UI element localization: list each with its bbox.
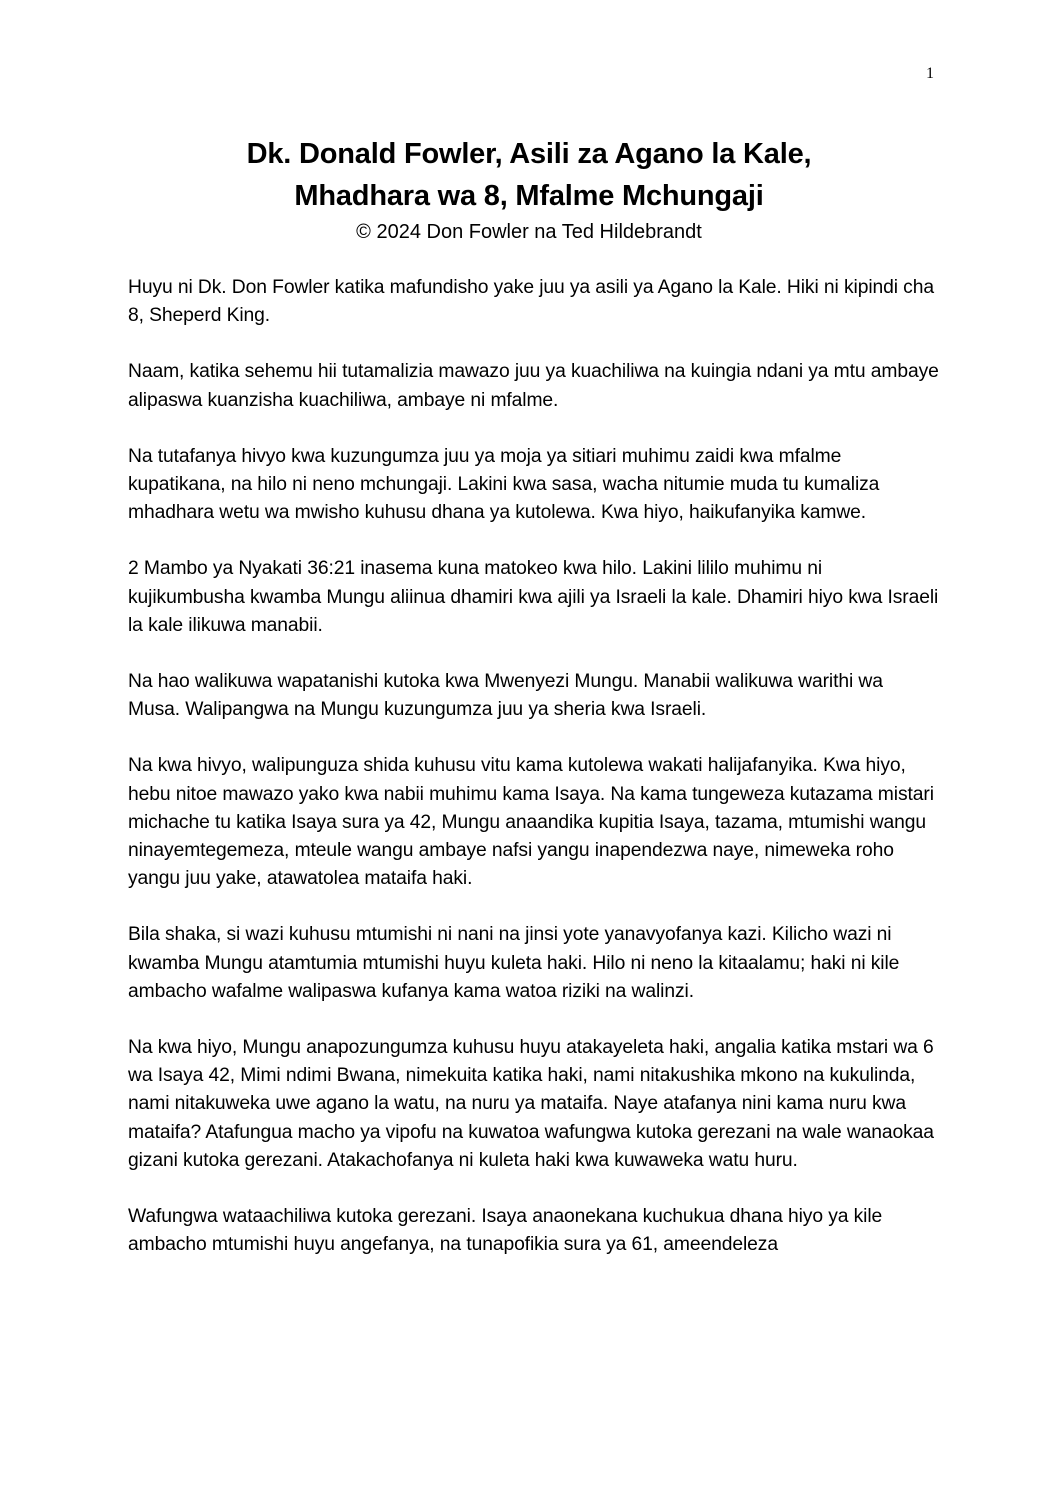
paragraph-5: Na hao walikuwa wapatanishi kutoka kwa Mwenyezi Mungu. Manabii walikuwa warithi wa Musa. Walipangwa na Mungu kuzungumza juu ya sheria kwa Israeli. xyxy=(128,671,883,721)
title-block xyxy=(128,133,930,247)
paragraph-7: Bila shaka, si wazi kuhusu mtumishi ni nani na jinsi yote yanavyofanya kazi. Kilicho wazi ni kwamba Mungu atamtumia mtumishi huyu kuleta haki. Hilo ni neno la kitaalamu; haki ni kile ambacho wafalme walipaswa kufanya kama watoa riziki na walinzi. xyxy=(128,924,900,1002)
paragraph-2: Naam, katika sehemu hii tutamalizia mawazo juu ya kuachiliwa na kuingia ndani ya mtu ambaye alipaswa kuanzisha kuachiliwa, ambaye ni mfalme. xyxy=(128,361,939,411)
body-text xyxy=(128,274,940,1287)
page-number: 1 xyxy=(926,65,934,82)
copyright-line: © 2024 Don Fowler na Ted Hildebrandt xyxy=(356,221,702,243)
paragraph-4: 2 Mambo ya Nyakati 36:21 inasema kuna matokeo kwa hilo. Lakini lililo muhimu ni kujikumbusha kwamba Mungu aliinua dhamiri kwa ajili ya Israeli la kale. Dhamiri hiyo kwa Israeli la kale ilikuwa manabii. xyxy=(128,558,939,636)
title-line-1: Dk. Donald Fowler, Asili za Agano la Kale, xyxy=(246,138,812,170)
paragraph-6: Na kwa hivyo, walipunguza shida kuhusu vitu kama kutolewa wakati halijafanyika. Kwa hiyo, hebu nitoe mawazo yako kwa nabii muhimu kama Isaya. Na kama tungeweza kutazama mistari michache tu katika Isaya sura ya 42, Mungu anaandika kupitia Isaya, tazama, mtumishi wangu ninayemtegemeza, mteule wangu ambaye nafsi yangu inapendezwa naye, nimeweka roho yangu juu yake, atawatolea mataifa haki. xyxy=(128,755,934,890)
title-line-2: Mhadhara wa 8, Mfalme Mchungaji xyxy=(294,180,764,212)
paragraph-1: Huyu ni Dk. Don Fowler katika mafundisho yake juu ya asili ya Agano la Kale. Hiki ni kipindi cha 8, Sheperd King. xyxy=(128,277,934,327)
paragraph-9: Wafungwa wataachiliwa kutoka gerezani. Isaya anaonekana kuchukua dhana hiyo ya kile ambacho mtumishi huyu angefanya, na tunapofikia sura ya 61, ameendeleza xyxy=(128,1206,883,1256)
paragraph-8: Na kwa hiyo, Mungu anapozungumza kuhusu huyu atakayeleta haki, angalia katika mstari wa 6 wa Isaya 42, Mimi ndimi Bwana, nimekuita katika haki, nami nitakushika mkono na kukulinda, nami nitakuweka uwe agano la watu, na nuru ya mataifa. Naye atafanya nini kama nuru kwa mataifa? Atafungua macho ya vipofu na kuwatoa wafungwa kutoka gerezani na wale wanaokaa gizani kutoka gerezani. Atakachofanya ni kuleta haki kwa kuwaweka watu huru. xyxy=(128,1037,934,1171)
paragraph-3: Na tutafanya hivyo kwa kuzungumza juu ya moja ya sitiari muhimu zaidi kwa mfalme kupatikana, na hilo ni neno mchungaji. Lakini kwa sasa, wacha nitumie muda tu kumaliza mhadhara wetu wa mwisho kuhusu dhana ya kutolewa. Kwa hiyo, haikufanyika kamwe. xyxy=(128,445,880,524)
